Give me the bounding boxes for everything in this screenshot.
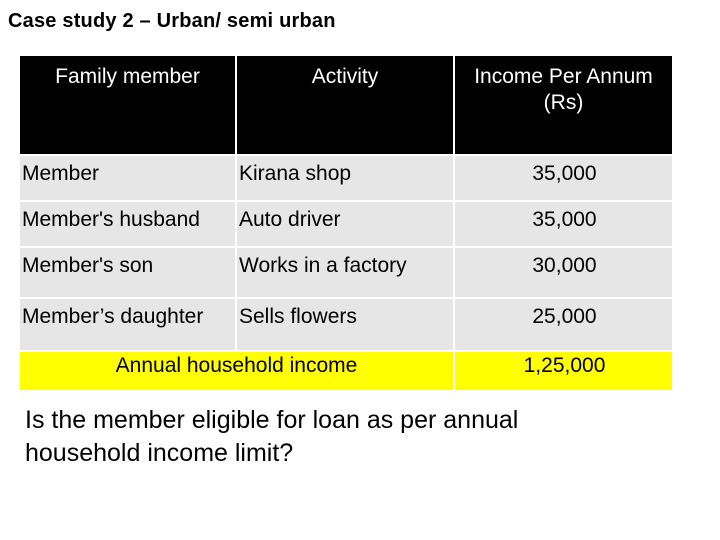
cell-income: 25,000 [454, 298, 673, 351]
cell-member: Member’s daughter [19, 298, 236, 351]
table-header-row [19, 55, 673, 155]
header-activity: Activity [236, 55, 454, 155]
table-row [19, 247, 673, 298]
cell-income: 35,000 [454, 201, 673, 247]
cell-income: 30,000 [454, 247, 673, 298]
cell-activity: Sells flowers [236, 298, 454, 351]
cell-income: 35,000 [454, 155, 673, 201]
total-row [19, 351, 673, 391]
table-row [19, 201, 673, 247]
cell-member: Member's son [19, 247, 236, 298]
table-row [19, 298, 673, 351]
cell-activity: Works in a factory [236, 247, 454, 298]
cell-activity: Kirana shop [236, 155, 454, 201]
total-value: 1,25,000 [454, 351, 673, 391]
cell-member: Member [19, 155, 236, 201]
header-family-member: Family member [19, 55, 236, 155]
table-row [19, 155, 673, 201]
header-income: Income Per Annum (Rs) [454, 55, 673, 155]
total-label: Annual household income [19, 351, 454, 391]
income-table [18, 54, 674, 392]
question-text: Is the member eligible for loan as per annual household income limit? [25, 406, 519, 467]
cell-member: Member's husband [19, 201, 236, 247]
slide-title: Case study 2 – Urban/ semi urban [8, 10, 336, 32]
cell-activity: Auto driver [236, 201, 454, 247]
